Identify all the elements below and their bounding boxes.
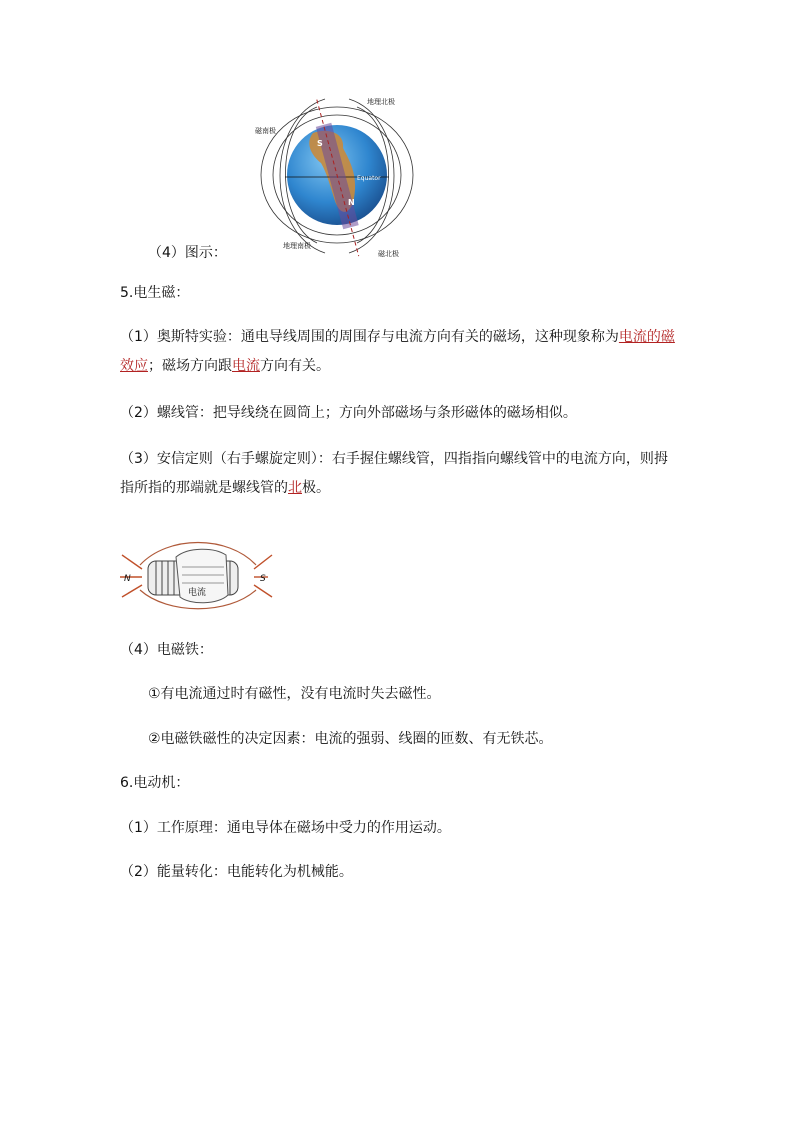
oersted-term-effect-b: 效应 bbox=[120, 358, 148, 374]
hand-current-label: 电流 bbox=[188, 588, 207, 598]
item4-diagram-label: （4）图示： bbox=[148, 245, 227, 261]
oersted-term-effect-a: 电流的磁 bbox=[618, 329, 675, 345]
electromagnet-title: （4）电磁铁： bbox=[120, 642, 213, 658]
ampere-suffix: 极。 bbox=[302, 480, 330, 496]
geo-north-label: 地理北极 bbox=[367, 98, 395, 106]
earth-magnetic-field-figure bbox=[255, 93, 415, 263]
hand-n-label: N bbox=[124, 574, 131, 584]
oersted-prefix: （1）奥斯特实验：通电导线周围的周围存与电流方向有关的磁场，这种现象称为 bbox=[120, 329, 619, 345]
mag-south-label: 磁南极 bbox=[255, 127, 276, 135]
solenoid-line: （2）螺线管：把导线绕在圆筒上；方向外部磁场与条形磁体的磁场相似。 bbox=[120, 405, 577, 421]
motor-energy: （2）能量转化：电能转化为机械能。 bbox=[120, 864, 353, 880]
ampere-line2 bbox=[120, 478, 330, 498]
oersted-term-current: 电流 bbox=[232, 358, 260, 374]
motor-principle: （1）工作原理：通电导体在磁场中受力的作用运动。 bbox=[120, 820, 451, 836]
equator-label: Equator bbox=[357, 175, 381, 182]
geo-south-label: 地理南极 bbox=[283, 242, 311, 250]
pole-s-label: S bbox=[317, 139, 323, 148]
hand-s-label: S bbox=[260, 574, 266, 584]
section5-title: 5.电生磁： bbox=[120, 285, 190, 301]
ampere-line1: （3）安信定则（右手螺旋定则）：右手握住螺线管，四指指向螺线管中的电流方向，则拇 bbox=[120, 451, 668, 467]
pole-n-label: N bbox=[348, 198, 355, 207]
section6-title: 6.电动机： bbox=[120, 775, 190, 791]
electromagnet-point2: ②电磁铁磁性的决定因素：电流的强弱、线圈的匝数、有无铁芯。 bbox=[148, 731, 553, 747]
oersted-line2 bbox=[120, 356, 330, 376]
electromagnet-point1: ①有电流通过时有磁性，没有电流时失去磁性。 bbox=[148, 686, 441, 702]
ampere-prefix: 指所指的那端就是螺线管的 bbox=[120, 480, 288, 496]
oersted-suffix: 方向有关。 bbox=[260, 358, 330, 374]
oersted-line1 bbox=[120, 327, 675, 347]
oersted-mid: ；磁场方向跟 bbox=[148, 358, 232, 374]
ampere-term-north: 北 bbox=[288, 480, 302, 496]
mag-north-label: 磁北极 bbox=[378, 250, 399, 258]
right-hand-rule-figure bbox=[118, 535, 273, 615]
